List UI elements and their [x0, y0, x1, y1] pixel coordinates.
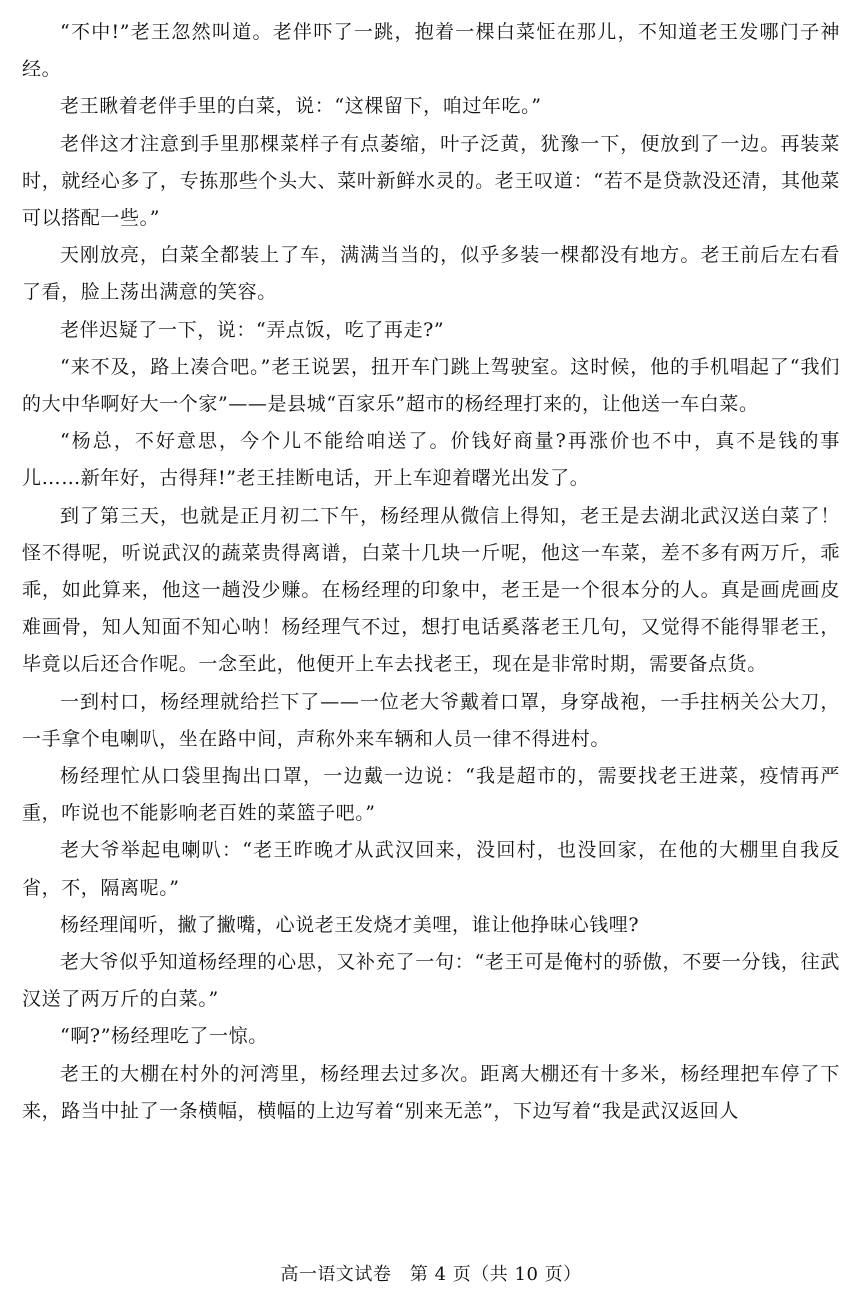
paragraph: 老大爷似乎知道杨经理的心思，又补充了一句：“老王可是俺村的骄傲，不要一分钱，往武汉送了两万斤的白菜。”	[22, 951, 840, 1011]
paragraph: “来不及，路上凑合吧。”老王说罢，扭开车门跳上驾驶室。这时候，他的手机唱起了“我们的大中华啊好大一个家”——是县城“百家乐”超市的杨经理打来的，让他送一车白菜。	[22, 355, 840, 416]
paragraph: 老王瞅着老伴手里的白菜，说：“这棵留下，咱过年吃。”	[60, 95, 542, 118]
paragraph: 天刚放亮，白菜全都装上了车，满满当当的，似乎多装一棵都没有地方。老王前后左右看了看，脸上荡出满意的笑容。	[22, 244, 840, 304]
story-body	[22, 0, 840, 1130]
paragraph: 杨经理忙从口袋里掏出口罩，一边戴一边说：“我是超市的，需要找老王进菜，疫情再严重，咋说也不能影响老百姓的菜篮子吧。”	[22, 765, 840, 825]
exam-page	[22, 0, 840, 1302]
paragraph: 到了第三天，也就是正月初二下午，杨经理从微信上得知，老王是去湖北武汉送白菜了！怪不得呢，听说武汉的蔬菜贵得离谱，白菜十几块一斤呢，他这一车菜，差不多有两万斤，乖乖，如此算来，他这一趟没少赚。在杨经理的印象中，老王是一个很本分的人。真是画虎画皮难画骨，知人知面不知心呐！杨经理气不过，想打电话奚落老王几句，又觉得不能得罪老王，毕竟以后还合作呢。一念至此，他便开上车去找老王，现在是非常时期，需要备点货。	[22, 504, 840, 676]
paragraph: “啊?”杨经理吃了一惊。	[60, 1025, 268, 1048]
paragraph: 老伴迟疑了一下，说：“弄点饭，吃了再走?”	[60, 318, 445, 341]
paragraph: 老王的大棚在村外的河湾里，杨经理去过多次。距离大棚还有十多米，杨经理把车停了下来，路当中扯了一条横幅，横幅的上边写着“别来无恙”，下边写着“我是武汉返回人	[22, 1062, 840, 1122]
paragraph: “不中!”老王忽然叫道。老伴吓了一跳，抱着一棵白菜怔在那儿，不知道老王发哪门子神经。	[22, 21, 840, 81]
paragraph: 一到村口，杨经理就给拦下了——一位老大爷戴着口罩，身穿战袍，一手拄柄关公大刀，一手拿个电喇叭，坐在路中间，声称外来车辆和人员一律不得进村。	[22, 690, 840, 750]
page-footer: 高一语文试卷 第 4 页（共 10 页）	[280, 1264, 582, 1285]
paragraph: 杨经理闻听，撇了撇嘴，心说老王发烧才美哩，谁让他挣昧心钱哩?	[60, 913, 640, 936]
paragraph: “杨总，不好意思，今个儿不能给咱送了。价钱好商量?再涨价也不中，真不是钱的事儿……新年好，古得拜!”老王挂断电话，开上车迎着曙光出发了。	[22, 430, 840, 490]
paragraph: 老大爷举起电喇叭：“老王昨晚才从武汉回来，没回村，也没回家，在他的大棚里自我反省，不，隔离呢。”	[22, 839, 840, 899]
paragraph: 老伴这才注意到手里那棵菜样子有点萎缩，叶子泛黄，犹豫一下，便放到了一边。再装菜时，就经心多了，专拣那些个头大、菜叶新鲜水灵的。老王叹道：“若不是贷款没还清，其他菜可以搭配一些。”	[22, 132, 840, 230]
